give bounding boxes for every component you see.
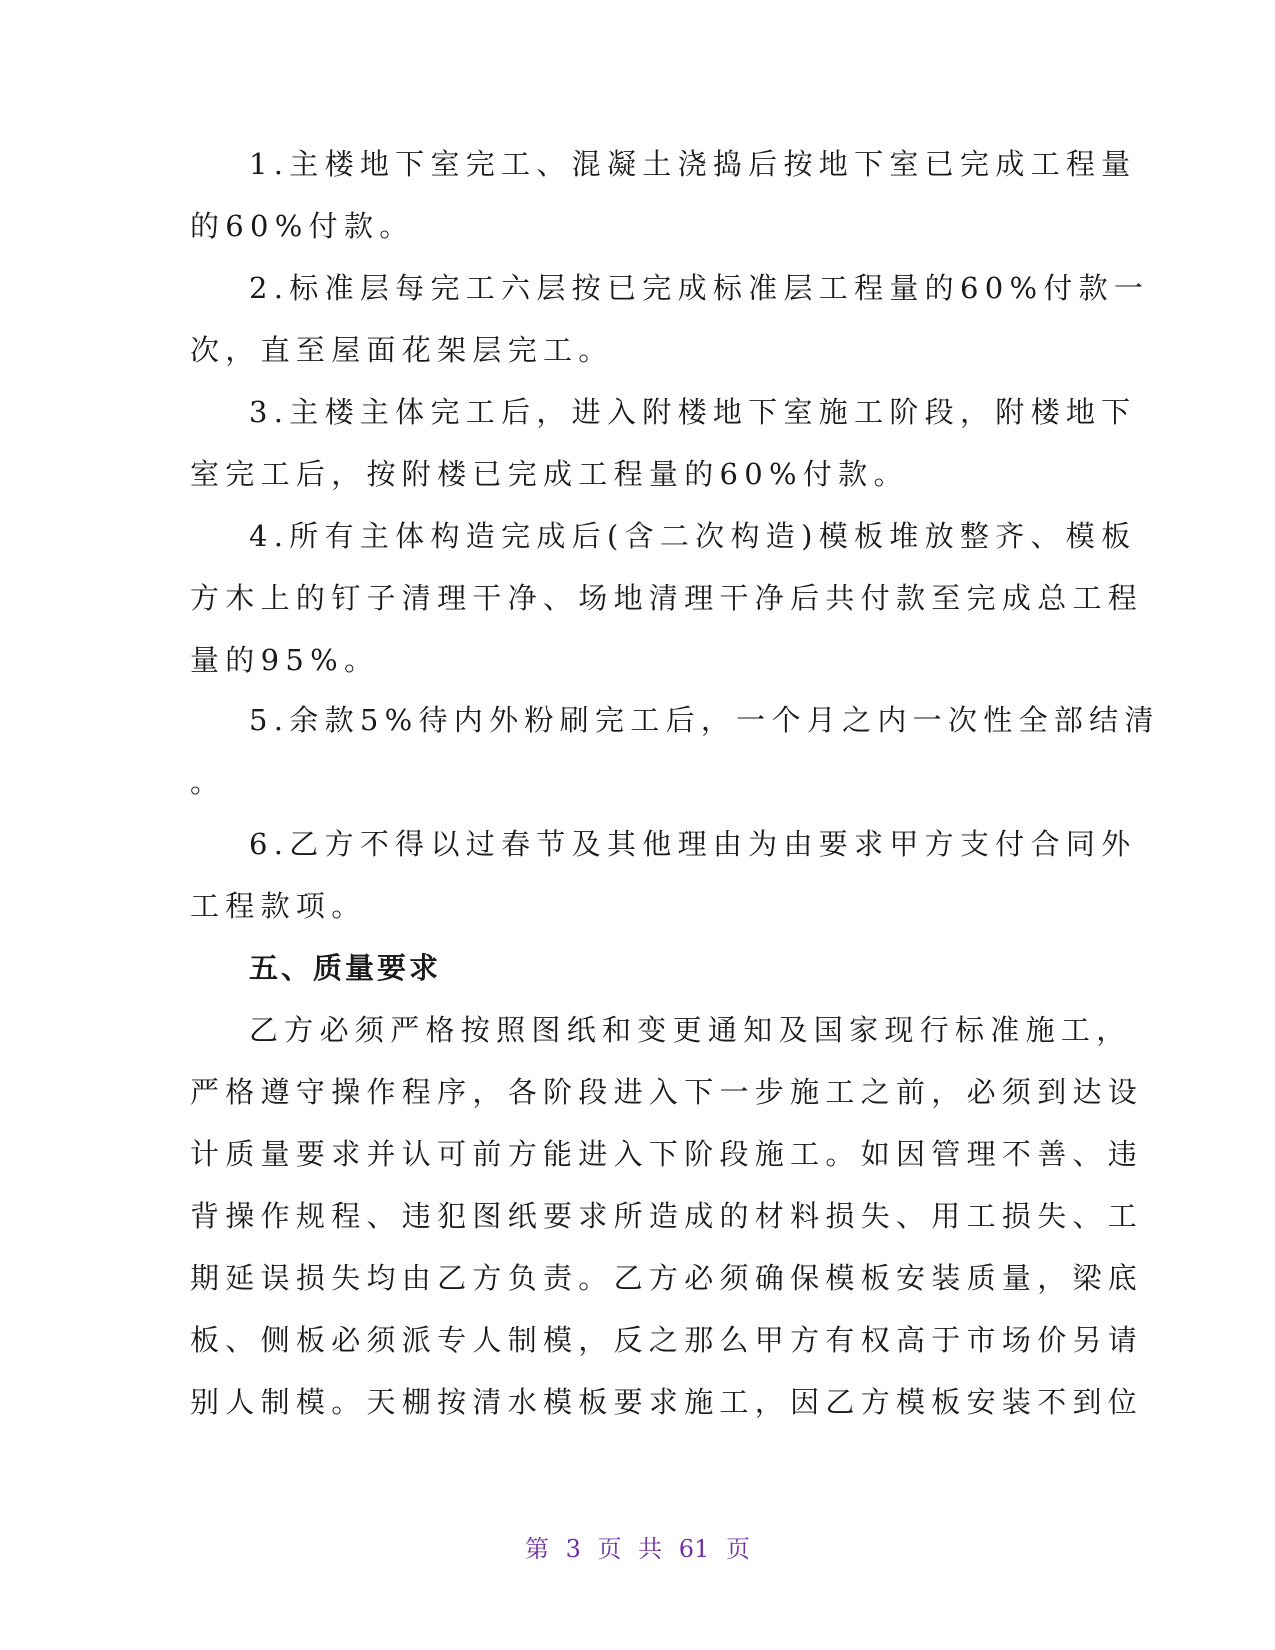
payment-item-1-line-2: 的60%付款。 (190, 209, 415, 243)
quality-paragraph-line-7: 别人制模。天棚按清水模板要求施工，因乙方模板安装不到位 (190, 1385, 1144, 1419)
quality-paragraph-line-4: 背操作规程、违犯图纸要求所造成的材料损失、用工损失、工 (190, 1199, 1144, 1233)
payment-item-3-line-1: 3.主楼主体完工后，进入附楼地下室施工阶段，附楼地下 (249, 395, 1137, 429)
payment-item-3-line-2: 室完工后，按附楼已完成工程量的60%付款。 (190, 457, 909, 491)
payment-item-2-line-1: 2.标准层每完工六层按已完成标准层工程量的60%付款一 (249, 271, 1150, 305)
payment-item-4-line-2: 方木上的钉子清理干净、场地清理干净后共付款至完成总工程 (190, 581, 1144, 615)
quality-paragraph-line-5: 期延误损失均由乙方负责。乙方必须确保模板安装质量，梁底 (190, 1261, 1144, 1295)
quality-paragraph-line-6: 板、侧板必须派专人制模，反之那么甲方有权高于市场价另请 (190, 1323, 1144, 1357)
section-heading-quality: 五、质量要求 (249, 951, 442, 985)
payment-item-6-line-2: 工程款项。 (190, 889, 367, 923)
payment-item-1-line-1: 1.主楼地下室完工、混凝土浇捣后按地下室已完成工程量 (249, 147, 1137, 181)
page-footer: 第 3 页 共 61 页 (525, 1535, 750, 1563)
payment-item-6-line-1: 6.乙方不得以过春节及其他理由为由要求甲方支付合同外 (249, 827, 1137, 861)
quality-paragraph-line-2: 严格遵守操作程序，各阶段进入下一步施工之前，必须到达设 (190, 1075, 1144, 1109)
payment-item-5-line-1: 5.余款5%待内外粉刷完工后，一个月之内一次性全部结清 (249, 703, 1160, 737)
payment-item-4-line-1: 4.所有主体构造完成后(含二次构造)模板堆放整齐、模板 (249, 519, 1137, 553)
payment-item-2-line-2: 次，直至屋面花架层完工。 (190, 333, 614, 367)
payment-item-5-line-2: 。 (190, 765, 226, 799)
payment-item-4-line-3: 量的95%。 (190, 643, 380, 677)
quality-paragraph-line-1: 乙方必须严格按照图纸和变更通知及国家现行标准施工， (249, 1013, 1132, 1047)
quality-paragraph-line-3: 计质量要求并认可前方能进入下阶段施工。如因管理不善、违 (190, 1137, 1144, 1171)
